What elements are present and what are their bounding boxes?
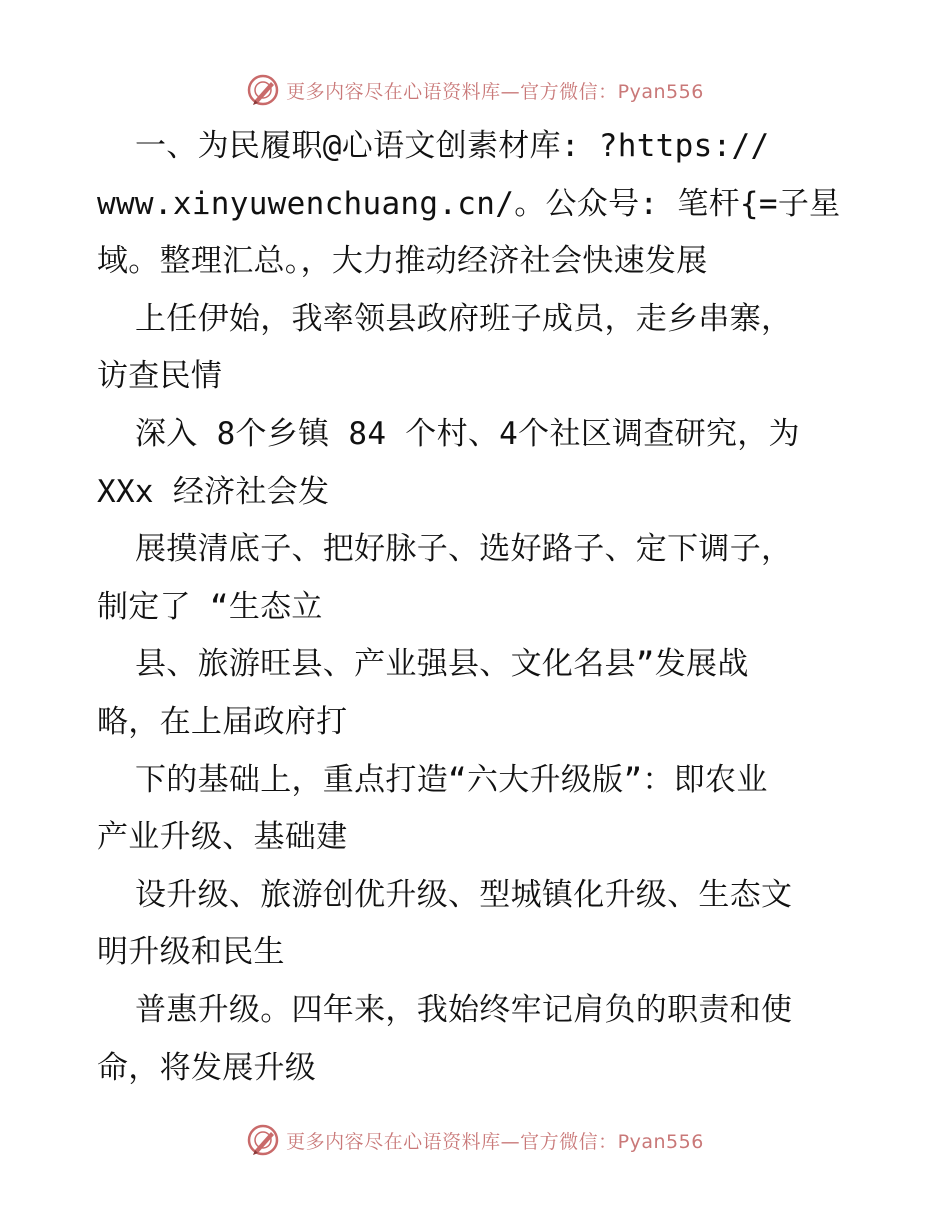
text-line: 略，在上届政府打 [97,703,348,740]
text-line: www.xinyuwenchuang.cn/。公众号: 笔杆{=子星 [97,185,841,222]
watermark-text: 更多内容尽在心语资料库—官方微信：Pyan556 [286,80,704,103]
text-line: 一、为民履职@心语文创素材库: ?https:// [135,128,770,164]
text-line: 展摸清底子、把好脉子、选好路子、定下调子， [135,531,793,568]
text-line: 命，将发展升级 [97,1049,317,1086]
text-line: 域。整理汇总。，大力推动经济社会快速发展 [97,243,708,280]
pen-logo-icon [246,73,280,107]
text-line: 制定了 “生态立 [97,588,323,625]
text-line: 普惠升级。四年来，我始终牢记肩负的职责和使 [135,991,793,1028]
watermark-footer [0,1120,950,1160]
text-line: 访查民情 [97,358,223,395]
document-body [97,118,857,1097]
watermark-text: 更多内容尽在心语资料库—官方微信：Pyan556 [286,1130,704,1153]
text-line: 县、旅游旺县、产业强县、文化名县”发展战 [135,646,749,683]
text-line: 设升级、旅游创优升级、型城镇化升级、生态文 [135,876,793,913]
text-line: XXx 经济社会发 [97,473,330,510]
pen-logo-icon [246,1123,280,1157]
watermark-header [0,70,950,110]
text-line: 产业升级、基础建 [97,819,348,856]
text-line: 上任伊始，我率领县政府班子成员，走乡串寨， [135,300,793,337]
text-line: 下的基础上，重点打造“六大升级版”：即农业 [135,761,768,798]
text-line: 明升级和民生 [97,934,285,971]
text-line: 深入 8个乡镇 84 个村、4个社区调查研究，为 [135,415,800,452]
